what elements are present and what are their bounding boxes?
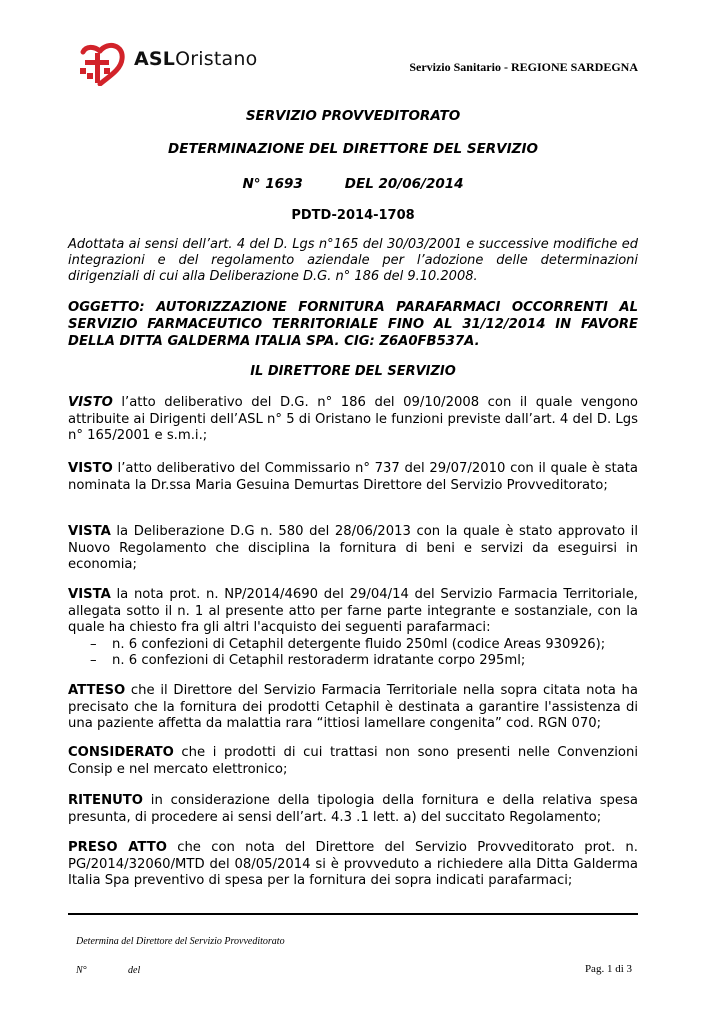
paragraph-atteso (68, 683, 638, 733)
list-item (68, 637, 638, 654)
bullet-dash: – (90, 653, 97, 668)
paragraph-lead: VISTA (68, 524, 111, 539)
paragraph-text: l’atto deliberativo del D.G. n° 186 del 09/10/2008 con il quale vengono attribuite ai Dirigenti dell’ASL n° 5 di Oristano le funzioni previste dall’art. 4 del D. Lgs n° 165/2001 e s.m.i.; (68, 395, 638, 443)
footer-divider (68, 913, 638, 915)
paragraph-lead: VISTO (68, 395, 113, 410)
page-header (78, 42, 638, 86)
service-title: SERVIZIO PROVVEDITORATO (245, 108, 461, 124)
document-code: PDTD-2014-1708 (291, 208, 415, 223)
paragraph-lead: CONSIDERATO (68, 745, 174, 760)
paragraph-preso-atto (68, 840, 638, 890)
product-list (68, 637, 638, 670)
footer-number-label: N° (76, 965, 87, 976)
footer-del-label: del (128, 965, 141, 976)
list-item-text: n. 6 confezioni di Cetaphil restoraderm idratante corpo 295ml; (112, 653, 526, 668)
paragraph-text: l’atto deliberativo del Commissario n° 737 del 29/07/2010 con il quale è stata nominata la Dr.ssa Maria Gesuina Demurtas Direttore del Servizio Provveditorato; (68, 461, 638, 493)
paragraph-visto-1 (68, 395, 638, 445)
paragraph-visto-2 (68, 461, 638, 494)
asl-logo-icon (78, 42, 128, 86)
paragraph-text: la nota prot. n. NP/2014/4690 del 29/04/14 del Servizio Farmacia Territoriale, allegata sotto il n. 1 al presente atto per farne parte integrante e sostanziale, con la quale ha chiesto fra gli altri l'acquisto dei seguenti parafarmaci: (68, 587, 638, 635)
page-number: Pag. 1 di 3 (584, 963, 632, 975)
paragraph-ritenuto (68, 793, 638, 826)
paragraph-text: che il Direttore del Servizio Farmacia Territoriale nella sopra citata nota ha precisato che la fornitura dei prodotti Cetaphil è destinata a garantire l'assistenza di una paziente affetta da malattia rara “ittiosi lamellare congenita” cod. RGN 070; (68, 683, 638, 731)
paragraph-text: che i prodotti di cui trattasi non sono presenti nelle Convenzioni Consip e nel mercato elettronico; (68, 745, 638, 777)
paragraph-lead: RITENUTO (68, 793, 144, 808)
determination-number: N° 1693 (242, 176, 303, 192)
paragraph-text: che con nota del Direttore del Servizio Provveditorato prot. n. PG/2014/32060/MTD del 08/05/2014 si è provveduto a richiedere alla Ditta Galderma Italia Spa preventivo di spesa per la fornitura dei sopra indicati parafarmaci; (68, 840, 638, 888)
director-heading: IL DIRETTORE DEL SERVIZIO (250, 364, 456, 379)
paragraph-text: la Deliberazione D.G n. 580 del 28/06/2013 con la quale è stato approvato il Nuovo Regolamento che disciplina la fornitura di beni e servizi da eseguirsi in economia; (68, 524, 638, 572)
logo-wordmark (134, 48, 257, 70)
paragraph-lead: PRESO ATTO (68, 840, 167, 855)
list-item-text: n. 6 confezioni di Cetaphil detergente fluido 250ml (codice Areas 930926); (112, 636, 606, 652)
logo-text-light: Oristano (175, 48, 258, 70)
determination-title: DETERMINAZIONE DEL DIRETTORE DEL SERVIZIO (168, 141, 538, 157)
list-item (68, 653, 638, 670)
paragraph-considerato (68, 745, 638, 778)
paragraph-vista-1 (68, 524, 638, 574)
paragraph-lead: VISTO (68, 461, 113, 476)
number-date-line (68, 176, 638, 192)
adoption-note: Adottata ai sensi dell’art. 4 del D. Lgs n°165 del 30/03/2001 e successive modifiche ed integrazioni e del regolamento aziendale per l’adozione delle determinazioni dirigenziali di cui alla Deliberazione D.G. n° 186 del 9.10.2008. (68, 237, 638, 284)
asl-logo (78, 42, 258, 86)
paragraph-vista-2 (68, 587, 638, 670)
subject-oggetto: OGGETTO: AUTORIZZAZIONE FORNITURA PARAFARMACI OCCORRENTI AL SERVIZIO FARMACEUTICO TERRITORIALE FINO AL 31/12/2014 IN FAVORE DELLA DITTA GALDERMA ITALIA SPA. CIG: Z6A0FB537A. (68, 300, 638, 349)
determination-date: DEL 20/06/2014 (344, 176, 464, 192)
header-region-label: Servizio Sanitario - REGIONE SARDEGNA (409, 60, 638, 74)
bullet-dash: – (90, 636, 97, 652)
logo-text-bold: ASL (134, 48, 176, 70)
paragraph-lead: ATTESO (68, 683, 126, 698)
paragraph-lead: VISTA (68, 587, 111, 602)
footer-caption: Determina del Direttore del Servizio Provveditorato (76, 936, 285, 947)
paragraph-text: in considerazione della tipologia della fornitura e della relativa spesa presunta, di procedere ai sensi dell’art. 4.3 .1 lett. a) del succitato Regolamento; (68, 793, 638, 825)
